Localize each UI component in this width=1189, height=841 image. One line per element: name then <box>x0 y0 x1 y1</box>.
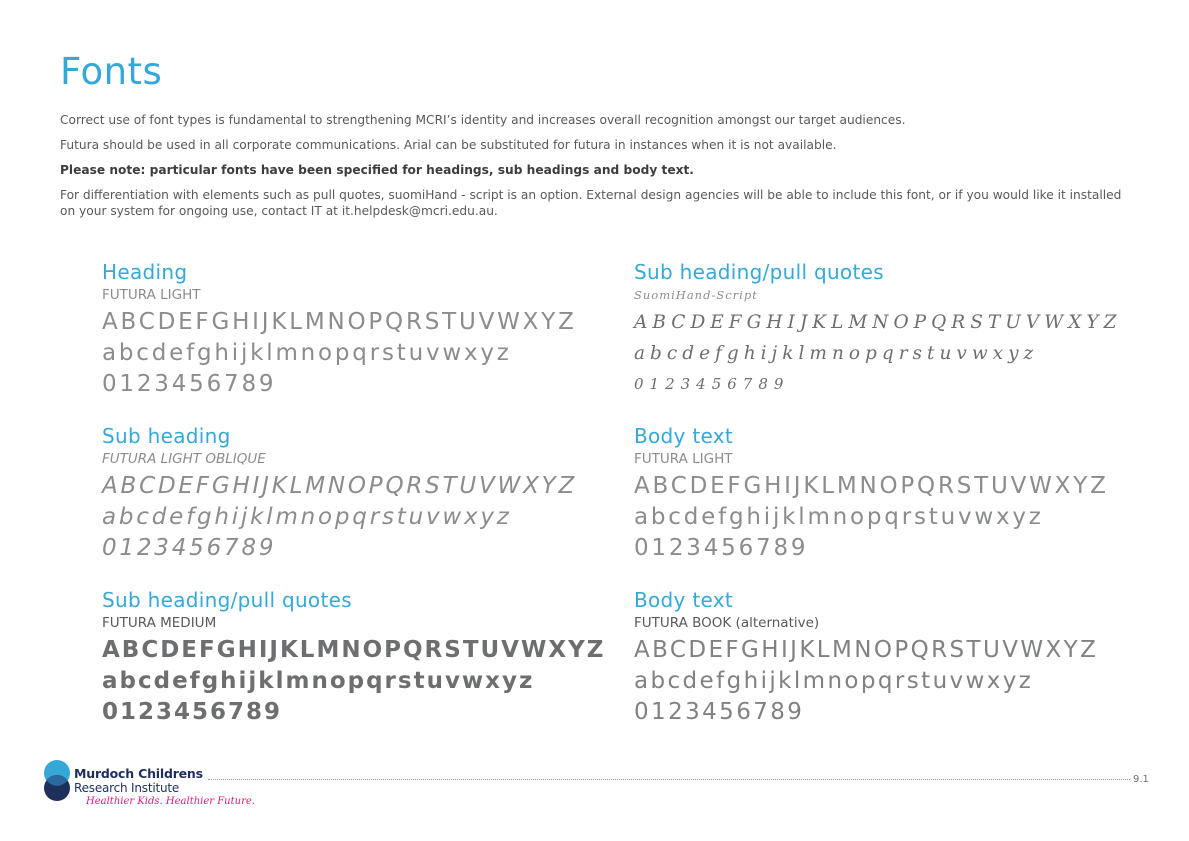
specimen-subheading-futura-light-oblique <box>102 424 577 564</box>
logo-circles-icon <box>43 760 73 802</box>
specimen-font-name: FUTURA LIGHT OBLIQUE <box>102 451 266 467</box>
page-title: Fonts <box>60 50 163 93</box>
specimen-uppercase: ABCDEFGHIJKLMNOPQRSTUVWXYZ <box>102 309 577 335</box>
specimen-font-name: FUTURA BOOK (alternative) <box>634 615 820 631</box>
specimen-uppercase: ABCDEFGHIJKLMNOPQRSTUVWXYZ <box>102 473 578 499</box>
specimen-font-name: FUTURA MEDIUM <box>102 615 217 631</box>
specimen-lowercase: abcdefghijklmnopqrstuvwxyz <box>634 504 1044 530</box>
logo-name-line1: Murdoch Childrens <box>74 766 203 781</box>
specimen-title: Body text <box>634 588 734 612</box>
footer-divider <box>208 779 1130 780</box>
specimen-title: Sub heading/pull quotes <box>634 260 884 284</box>
specimen-font-name: FUTURA LIGHT <box>634 451 733 467</box>
intro-paragraph-2: Futura should be used in all corporate communications. Arial can be substituted for futura in instances when it is not available. <box>60 138 837 152</box>
specimen-digits: 0123456789 <box>102 699 283 725</box>
specimen-uppercase: ABCDEFGHIJKLMNOPQRSTUVWXYZ <box>634 473 1109 499</box>
logo-name-line2: Research Institute <box>74 781 180 795</box>
specimen-lowercase: abcdefghijklmnopqrstuvwxyz <box>102 668 535 694</box>
specimen-digits: 0123456789 <box>634 699 805 725</box>
specimen-digits: 0123456789 <box>102 535 277 561</box>
specimen-lowercase: abcdefghijklmnopqrstuvwxyz <box>102 340 512 366</box>
specimen-uppercase: ABCDEFGHIJKLMNOPQRSTUVWXYZ <box>634 312 1122 333</box>
specimen-lowercase: abcdefghijklmnopqrstuvwxyz <box>102 504 512 530</box>
intro-note: Please note: particular fonts have been specified for headings, sub headings and body text. <box>60 163 694 177</box>
specimen-title: Sub heading <box>102 424 231 448</box>
specimen-uppercase: ABCDEFGHIJKLMNOPQRSTUVWXYZ <box>634 637 1099 663</box>
intro-paragraph-4: For differentiation with elements such as pull quotes, suomiHand - script is an option. External design agencies will be able to include this font, or if you would like it installed on your system for ongoing use, contact IT at it.helpdesk@mcri.edu.au. <box>60 188 1122 218</box>
specimen-lowercase: abcdefghijklmnopqrstuvwxyz <box>634 343 1039 364</box>
specimen-title: Heading <box>102 260 188 284</box>
specimen-body-futura-book <box>634 588 1098 728</box>
logo-tagline: Healthier Kids. Healthier Future. <box>86 796 255 807</box>
specimen-heading-futura-light <box>102 260 577 400</box>
specimen-title: Body text <box>634 424 734 448</box>
mcri-logo <box>43 760 255 820</box>
specimen-title: Sub heading/pull quotes <box>102 588 352 612</box>
specimen-font-name: SuomiHand-Script <box>634 288 758 302</box>
specimen-pullquote-suomihand-script <box>634 260 1121 400</box>
page-number: 9.1 <box>1133 774 1149 785</box>
specimen-font-name: FUTURA LIGHT <box>102 287 201 303</box>
specimen-pullquote-futura-medium <box>102 588 605 728</box>
specimen-digits: 0123456789 <box>634 375 790 393</box>
specimen-lowercase: abcdefghijklmnopqrstuvwxyz <box>634 668 1034 694</box>
specimen-digits: 0123456789 <box>634 535 809 561</box>
specimen-digits: 0123456789 <box>102 371 277 397</box>
intro-text <box>60 112 1140 228</box>
specimen-uppercase: ABCDEFGHIJKLMNOPQRSTUVWXYZ <box>102 637 606 663</box>
specimen-body-futura-light <box>634 424 1109 564</box>
intro-paragraph-1: Correct use of font types is fundamental to strengthening MCRI’s identity and increases overall recognition amongst our target audiences. <box>60 113 906 127</box>
